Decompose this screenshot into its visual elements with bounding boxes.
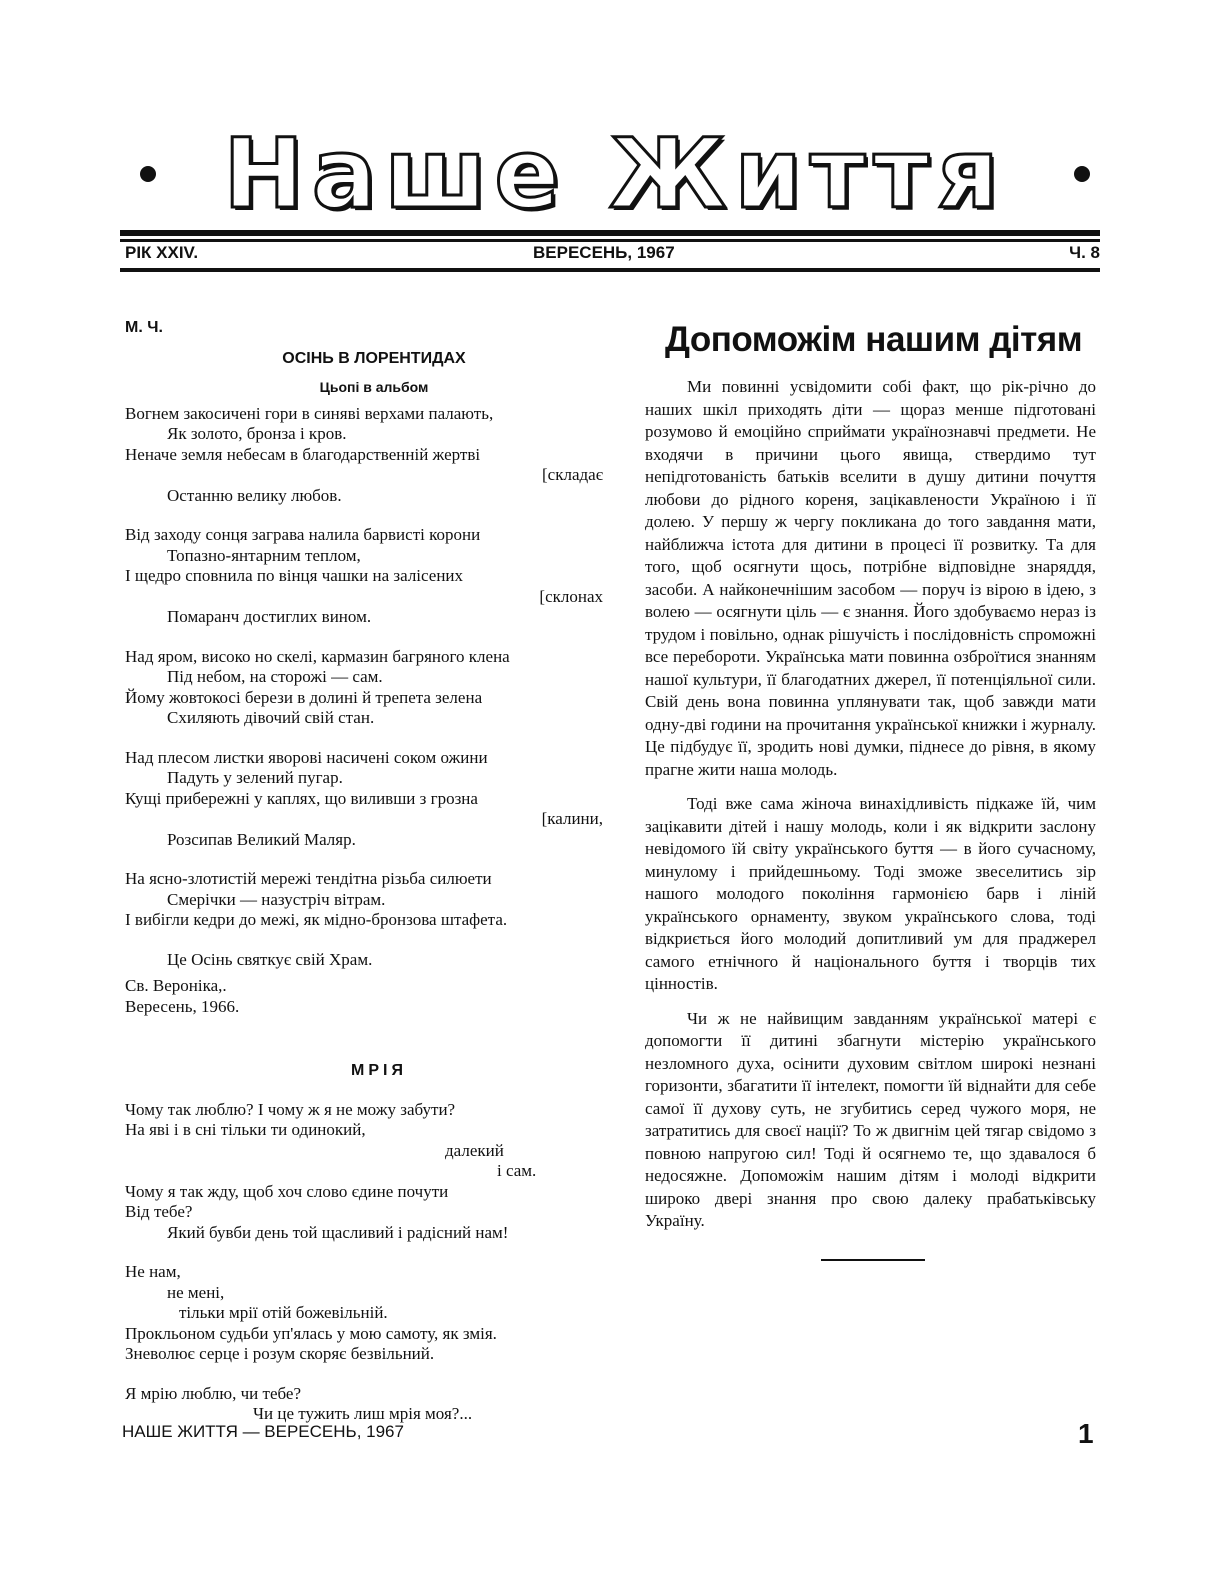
poem-title: ОСІНЬ В ЛОРЕНТИДАХ	[282, 349, 466, 367]
poem2-title: МРІЯ	[351, 1062, 407, 1079]
article-paragraph: Чи ж не найвищим завданням української матері є допомогти її дитині збагнути містерію українського незломного духа, осінити духовим світлом широкі незнані горизонти, збагатити її інтелект, помогти їй віднайти для себе самої її духову суть, не згубитись серед чужого моря, не затратитись для своєї нації? То ж двигнім цей тягар свідомо з повною напругою сил! Тоді й осягнемо те, що здавалося б недосяжне. Допоможім нашим дітям і молоді відкрити широко двері знання про свою далеку прабатьківську Україну.	[645, 1008, 1096, 1230]
poem-line: Смерічки — назустріч вітрам.	[167, 889, 386, 909]
issue-line	[125, 243, 1100, 267]
poem-line: Під небом, на сторожі — сам.	[167, 667, 383, 686]
poem-line: Падуть у зелений пугар.	[167, 768, 343, 787]
page-number: 1	[1078, 1418, 1094, 1449]
poem-stanza	[125, 1384, 603, 1425]
poem-stanza	[125, 748, 603, 851]
poem-line: тільки мрії отій божевільній.	[179, 1303, 388, 1322]
poem-line: І вибігли кедри до межі, як мідно-бронзова штафета.	[125, 910, 508, 929]
article-title: Допоможім нашим дітям	[665, 320, 1083, 359]
poem-line: далекий	[445, 1140, 504, 1160]
right-column	[645, 318, 1096, 1261]
poem-line: Я мрію люблю, чи тебе?	[125, 1383, 302, 1403]
masthead-title: Наше Життя	[223, 118, 1007, 230]
poem-line: і сам.	[497, 1161, 537, 1180]
poem-line: Це Осінь святкує свій Храм.	[167, 949, 373, 969]
poem-line: [калини,	[541, 809, 603, 828]
poem-line: Схиляють дівочий свій стан.	[167, 708, 375, 727]
poem-line: Не нам,	[125, 1262, 181, 1281]
article-paragraph: Тоді вже сама жіноча винахідливість підкаже їй, чим зацікавити дітей і нашу молодь, коли і як відкрити заслону невідомого їй світу українського буття — в його сучасному, минулому і прийдешньому. Тоді зможе звеселитись зір нашого молодого покоління гармонією барв і ліній українського орнаменту, звуком українського слова, тоді відкриється його молодий допитливий ум для праджерел самого етнічного й національного буття і творців тих цінностів.	[645, 794, 1096, 993]
poem-line: І щедро сповнила по вінця чашки на залісених	[125, 566, 464, 585]
poem-stanza	[125, 1100, 603, 1244]
poem-line: Кущі прибережні у каплях, що виливши з грозна	[125, 788, 478, 808]
poem-dedication: Цьопі в альбом	[319, 379, 429, 395]
poem-line: Останню велику любов.	[167, 485, 342, 505]
masthead	[120, 118, 1110, 230]
poem-line: На ясно-злотистій мережі тендітна різьба силюети	[125, 869, 492, 888]
page-footer: НАШЕ ЖИТТЯ — ВЕРЕСЕНЬ, 1967	[122, 1422, 404, 1441]
poem-stanza	[125, 404, 603, 507]
poem-line: не мені,	[167, 1282, 225, 1302]
poem-stanza	[125, 525, 603, 628]
issue-year: РІК XXIV.	[125, 243, 199, 262]
poem-line: Чому я так жду, щоб хоч слово єдине почути	[125, 1181, 449, 1201]
poem-line: Чи це тужить лиш мрія моя?...	[253, 1404, 473, 1423]
masthead-rule-thin	[120, 239, 1100, 242]
poem-line: Від заходу сонця заграва налила барвисті корони	[125, 525, 481, 544]
poem-line: Як золото, бронза і кров.	[167, 424, 347, 443]
poem-stanza	[125, 647, 603, 729]
poem-line: Зневолює серце і розум скоряє безвільний.	[125, 1344, 435, 1363]
poem-date: Вересень, 1966.	[125, 996, 240, 1016]
poem-line: Прокльоном судьби уп'ялась у мою самоту, як змія.	[125, 1323, 497, 1343]
issue-date: ВЕРЕСЕНЬ, 1967	[533, 243, 675, 262]
poem-author: М. Ч.	[125, 319, 163, 336]
poem-line: Топазно-янтарним теплом,	[167, 545, 361, 565]
poem-line: Розсипав Великий Маляр.	[167, 829, 356, 849]
poem-line: Від тебе?	[125, 1202, 193, 1221]
article-paragraph: Ми повинні усвідомити собі факт, що рік-річно до наших шкіл приходять діти — щораз менше підготовані розумово й емоційно сприймати українознавчі предмети. Не входячи в причини цього явища, ствердимо тут непідготованість батьків вселити в душу дитини почуття любови до рідного кореня, зацікавлености Україною і її долею. У першу ж чергу покликана до того завдання мати, найближча істота для дитини в процесі її розвитку. Та для того, щоб осягнути щось, потрібне відповідне знаряддя, засоби. А найконечнішим засобом — поруч із вірою в ідею, з волею — осягнути ціль — є знання. Його здобуваємо нераз із трудом і повільно, однак рішучість і послідовність спроможні все перебороти. Українська мати повинна озброїтися знанням нашої культури, її благодатних джерел, її потенціяльної сили. Свій день вона повинна уплянувати так, щоб завжди мати одну-дві години на прочитання української книжки і журналу. Це підбудує її, зродить нові думки, піднесе до рівня, в якому прагне жити наша молодь.	[645, 377, 1096, 779]
poem-line: Який бувби день той щасливий і радісний нам!	[167, 1222, 509, 1242]
poem-place: Св. Вероніка,.	[125, 976, 227, 995]
article-end-rule	[821, 1259, 925, 1261]
issue-number: Ч. 8	[1069, 243, 1100, 262]
poem-stanza	[125, 1262, 603, 1365]
masthead-dot-right	[1074, 166, 1090, 182]
poem-line: На яві і в сні тільки ти одинокий,	[125, 1120, 366, 1139]
poem-line: Над плесом листки яворові насичені соком ожини	[125, 747, 488, 767]
poem-line: [склонах	[539, 586, 603, 606]
left-column	[125, 318, 603, 1444]
masthead-rule-thick	[120, 230, 1100, 236]
poem-line: Над яром, високо но скелі, кармазин багряного клена	[125, 646, 510, 666]
poem-line: Вогнем закосичені гори в синяві верхами палають,	[125, 403, 494, 423]
poem-line: Помаранч достиглих вином.	[167, 607, 372, 626]
poem-line: Йому жовтокосі берези в долині й трепета зелена	[125, 687, 483, 707]
poem-line: Неначе земля небесам в благодарственній жертві	[125, 444, 481, 464]
poem-line: Чому так люблю? І чому ж я не можу забути?	[125, 1099, 456, 1119]
poem-stanza	[125, 869, 603, 931]
issue-rule	[120, 268, 1100, 272]
poem-line: [складає	[542, 465, 603, 484]
